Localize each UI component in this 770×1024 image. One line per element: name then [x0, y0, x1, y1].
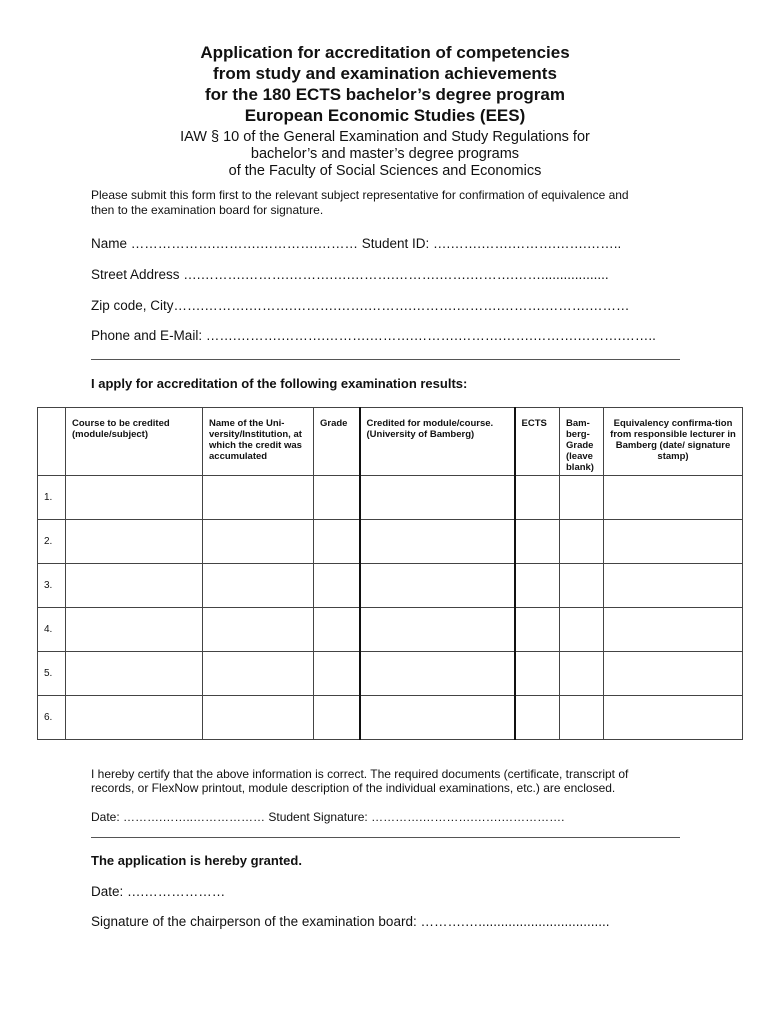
table-row: [38, 476, 743, 520]
ects-cell[interactable]: [515, 476, 560, 520]
table-row: [38, 652, 743, 696]
university-cell[interactable]: [203, 608, 314, 652]
intro-line-1: Please submit this form first to the relevant subject representative for confirmation of equivalence and: [91, 188, 629, 202]
grade-cell[interactable]: [314, 564, 360, 608]
equivalency-cell[interactable]: [604, 520, 743, 564]
header-university: Name of the Uni-versity/Institution, at which the credit was accumulated: [203, 408, 314, 476]
row-number: 1.: [38, 476, 66, 520]
date-student-signature-field[interactable]: Date: ……….……..……………… Student Signature: ………….………….…….…………….: [91, 810, 565, 824]
ects-cell[interactable]: [515, 520, 560, 564]
university-cell[interactable]: [203, 564, 314, 608]
grade-cell[interactable]: [314, 696, 360, 740]
row-number: 6.: [38, 696, 66, 740]
apply-heading: I apply for accreditation of the following examination results:: [91, 376, 468, 391]
divider: [91, 359, 680, 360]
credited-for-cell[interactable]: [360, 608, 515, 652]
bamberg-grade-cell[interactable]: [560, 520, 604, 564]
credited-for-cell[interactable]: [360, 476, 515, 520]
title-line-2: from study and examination achievements: [213, 64, 557, 83]
equivalency-cell[interactable]: [604, 696, 743, 740]
title-line-1: Application for accreditation of competencies: [200, 43, 570, 62]
granted-date-field[interactable]: Date: ….………………: [91, 884, 226, 899]
street-address-field[interactable]: Street Address ….……….……….……….….……….……….…….……….……..................: [91, 267, 609, 282]
equivalency-cell[interactable]: [604, 564, 743, 608]
header-grade: Grade: [314, 408, 360, 476]
zip-city-field[interactable]: Zip code, City…….……….……….……….…….……….……….……….……….……….………: [91, 298, 630, 313]
ects-cell[interactable]: [515, 564, 560, 608]
title-line-3: for the 180 ECTS bachelor’s degree program: [205, 85, 565, 104]
divider: [91, 837, 680, 838]
table-row: [38, 520, 743, 564]
intro-line-2: then to the examination board for signature.: [91, 203, 324, 217]
header-equivalency: Equivalency confirma-tion from responsible lecturer in Bamberg (date/ signature stamp): [604, 408, 743, 476]
university-cell[interactable]: [203, 652, 314, 696]
course-cell[interactable]: [66, 652, 203, 696]
name-student-id-field[interactable]: Name ……………….……….………….……… Student ID: ….…….…….……….…….……..: [91, 236, 622, 251]
results-table: [37, 407, 743, 740]
row-number: 2.: [38, 520, 66, 564]
form-title: [0, 42, 770, 180]
subtitle-line-2: bachelor’s and master’s degree programs: [250, 146, 520, 162]
bamberg-grade-cell[interactable]: [560, 476, 604, 520]
bamberg-grade-cell[interactable]: [560, 564, 604, 608]
ects-cell[interactable]: [515, 696, 560, 740]
chairperson-signature-field[interactable]: Signature of the chairperson of the examination board: ……….…...................................: [91, 914, 610, 929]
table-row: [38, 696, 743, 740]
certify-line-1: I hereby certify that the above information is correct. The required documents (certificate, transcript of: [91, 767, 629, 781]
grade-cell[interactable]: [314, 652, 360, 696]
equivalency-cell[interactable]: [604, 652, 743, 696]
ects-cell[interactable]: [515, 608, 560, 652]
grade-cell[interactable]: [314, 476, 360, 520]
subtitle-line-1: IAW § 10 of the General Examination and Study Regulations for: [180, 129, 590, 145]
credited-for-cell[interactable]: [360, 520, 515, 564]
bamberg-grade-cell[interactable]: [560, 608, 604, 652]
course-cell[interactable]: [66, 520, 203, 564]
header-number: [38, 408, 66, 476]
table-row: [38, 564, 743, 608]
course-cell[interactable]: [66, 696, 203, 740]
table-row: [38, 608, 743, 652]
header-credited-for: Credited for module/course. (University of Bamberg): [360, 408, 515, 476]
row-number: 4.: [38, 608, 66, 652]
row-number: 5.: [38, 652, 66, 696]
granted-heading: The application is hereby granted.: [91, 853, 302, 868]
university-cell[interactable]: [203, 520, 314, 564]
subtitle-line-3: of the Faculty of Social Sciences and Economics: [228, 163, 542, 179]
grade-cell[interactable]: [314, 520, 360, 564]
course-cell[interactable]: [66, 476, 203, 520]
header-bamberg-grade: Bam-berg-Grade (leave blank): [560, 408, 604, 476]
grade-cell[interactable]: [314, 608, 360, 652]
bamberg-grade-cell[interactable]: [560, 696, 604, 740]
bamberg-grade-cell[interactable]: [560, 652, 604, 696]
certify-line-2: records, or FlexNow printout, module description of the individual examinations, etc.) are enclosed.: [91, 781, 616, 795]
phone-email-field[interactable]: Phone and E-Mail: …….……….……….……….……….……….……….…….……….……….……..: [91, 328, 656, 343]
credited-for-cell[interactable]: [360, 696, 515, 740]
equivalency-cell[interactable]: [604, 476, 743, 520]
university-cell[interactable]: [203, 696, 314, 740]
course-cell[interactable]: [66, 564, 203, 608]
header-course: Course to be credited (module/subject): [66, 408, 203, 476]
credited-for-cell[interactable]: [360, 564, 515, 608]
university-cell[interactable]: [203, 476, 314, 520]
header-ects: ECTS: [515, 408, 560, 476]
table-header-row: [38, 408, 743, 476]
credited-for-cell[interactable]: [360, 652, 515, 696]
course-cell[interactable]: [66, 608, 203, 652]
row-number: 3.: [38, 564, 66, 608]
ects-cell[interactable]: [515, 652, 560, 696]
equivalency-cell[interactable]: [604, 608, 743, 652]
title-line-4: European Economic Studies (EES): [244, 106, 526, 125]
